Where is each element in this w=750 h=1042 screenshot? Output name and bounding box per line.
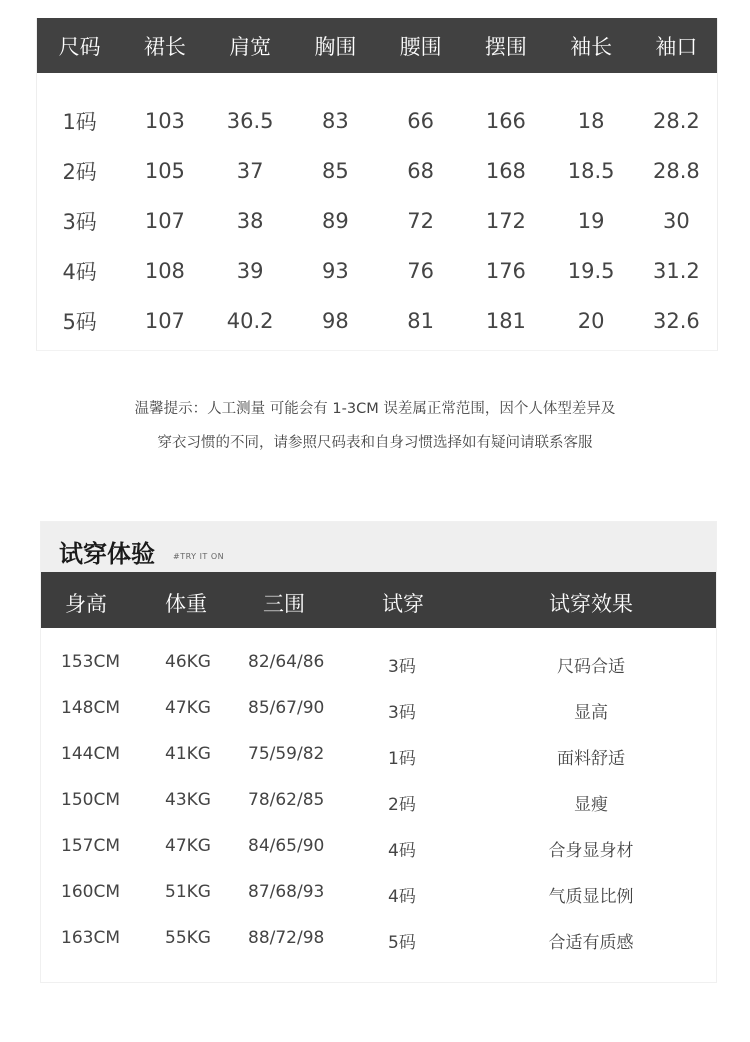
header-sleeve-length: 袖长 [570, 34, 613, 59]
table-row [41, 870, 716, 916]
table-cell: 76 [407, 259, 434, 283]
table-cell: 150CM [61, 790, 120, 810]
table-row [41, 686, 716, 732]
table-cell: 显瘦 [574, 795, 608, 815]
table-cell: 41KG [165, 744, 211, 764]
size-table [36, 18, 718, 351]
table-cell: 4码 [388, 887, 416, 907]
table-cell: 5码 [62, 310, 97, 334]
header-hem: 摆围 [484, 34, 527, 59]
table-cell: 66 [407, 109, 434, 133]
table-cell: 107 [144, 309, 185, 333]
size-notice [0, 392, 750, 460]
table-cell: 82/64/86 [248, 652, 325, 672]
table-cell: 81 [407, 309, 434, 333]
table-cell: 合身显身材 [548, 841, 634, 861]
header-size: 尺码 [58, 34, 101, 59]
table-cell: 84/65/90 [248, 836, 325, 856]
table-cell: 19.5 [567, 259, 615, 283]
table-cell: 47KG [165, 836, 211, 856]
table-cell: 39 [236, 259, 264, 283]
header-cuff: 袖口 [655, 34, 698, 59]
table-cell: 18.5 [567, 159, 615, 183]
table-cell: 2码 [388, 795, 416, 815]
try-on-section [40, 521, 717, 983]
table-cell: 51KG [165, 882, 211, 902]
table-cell: 85/67/90 [248, 698, 325, 718]
table-cell: 28.2 [652, 109, 700, 133]
header-bust: 胸围 [314, 34, 357, 59]
table-cell: 2码 [62, 160, 97, 184]
table-cell: 37 [236, 159, 264, 183]
table-cell: 4码 [62, 260, 97, 284]
table-cell: 38 [236, 209, 264, 233]
try-on-subtitle: #TRY IT ON [173, 552, 225, 561]
table-cell: 172 [485, 209, 526, 233]
table-cell: 1码 [62, 110, 97, 134]
header-tried-size: 试穿 [382, 592, 424, 616]
table-cell: 160CM [61, 882, 120, 902]
table-cell: 181 [485, 309, 526, 333]
table-cell: 47KG [165, 698, 211, 718]
table-cell: 显高 [574, 703, 608, 723]
table-cell: 3码 [388, 703, 416, 723]
notice-line-2: 穿衣习惯的不同，请参照尺码表和自身习惯选择如有疑问请联系客服 [157, 435, 593, 451]
table-cell: 3码 [62, 210, 97, 234]
table-cell: 163CM [61, 928, 120, 948]
table-row [37, 296, 717, 346]
table-row [37, 196, 717, 246]
table-cell: 87/68/93 [248, 882, 325, 902]
table-cell: 尺码合适 [557, 657, 625, 677]
table-cell: 105 [144, 159, 185, 183]
table-cell: 98 [322, 309, 349, 333]
table-cell: 55KG [165, 928, 211, 948]
table-cell: 93 [322, 259, 349, 283]
header-weight: 体重 [165, 592, 207, 616]
table-cell: 32.6 [652, 309, 700, 333]
table-cell: 103 [144, 109, 185, 133]
table-cell: 面料舒适 [557, 749, 625, 769]
table-row [41, 824, 716, 870]
table-cell: 31.2 [652, 259, 700, 283]
table-cell: 72 [407, 209, 434, 233]
table-row [41, 640, 716, 686]
header-shoulder: 肩宽 [229, 34, 272, 59]
table-cell: 153CM [61, 652, 120, 672]
table-cell: 157CM [61, 836, 120, 856]
table-row [37, 96, 717, 146]
table-row [41, 778, 716, 824]
table-cell: 43KG [165, 790, 211, 810]
table-cell: 148CM [61, 698, 120, 718]
table-cell: 89 [322, 209, 349, 233]
table-cell: 36.5 [226, 109, 274, 133]
table-cell: 88/72/98 [248, 928, 325, 948]
table-row [41, 916, 716, 962]
table-cell: 78/62/85 [248, 790, 325, 810]
table-cell: 1码 [388, 749, 416, 769]
table-cell: 166 [485, 109, 526, 133]
try-on-table-header [41, 572, 716, 628]
header-waist: 腰围 [399, 34, 442, 59]
table-cell: 176 [485, 259, 526, 283]
table-cell: 68 [407, 159, 434, 183]
try-on-title-bar [41, 522, 716, 572]
size-table-body [37, 73, 717, 346]
table-cell: 合适有质感 [548, 933, 634, 953]
table-row [37, 146, 717, 196]
table-row [37, 246, 717, 296]
size-table-header [37, 18, 717, 73]
table-cell: 28.8 [652, 159, 700, 183]
table-cell: 75/59/82 [248, 744, 325, 764]
notice-line-1: 温馨提示：人工测量 可能会有 1-3CM 误差属正常范围，因个人体型差异及 [134, 401, 616, 417]
header-height: 身高 [65, 592, 107, 616]
table-cell: 108 [144, 259, 185, 283]
table-cell: 144CM [61, 744, 120, 764]
table-cell: 40.2 [226, 309, 274, 333]
table-cell: 3码 [388, 657, 416, 677]
table-cell: 83 [322, 109, 349, 133]
table-cell: 85 [322, 159, 349, 183]
table-cell: 168 [485, 159, 526, 183]
table-row [41, 732, 716, 778]
table-cell: 19 [577, 209, 605, 233]
table-cell: 107 [144, 209, 185, 233]
table-cell: 5码 [388, 933, 416, 953]
table-cell: 气质显比例 [548, 887, 634, 907]
try-on-table-body [41, 628, 716, 962]
header-effect: 试穿效果 [549, 592, 633, 616]
header-dress-length: 裙长 [143, 34, 186, 59]
table-cell: 46KG [165, 652, 211, 672]
table-cell: 4码 [388, 841, 416, 861]
try-on-title: 试穿体验 [59, 540, 155, 568]
table-cell: 20 [577, 309, 605, 333]
header-measurements: 三围 [263, 592, 305, 616]
table-cell: 30 [663, 209, 690, 233]
table-cell: 18 [577, 109, 605, 133]
